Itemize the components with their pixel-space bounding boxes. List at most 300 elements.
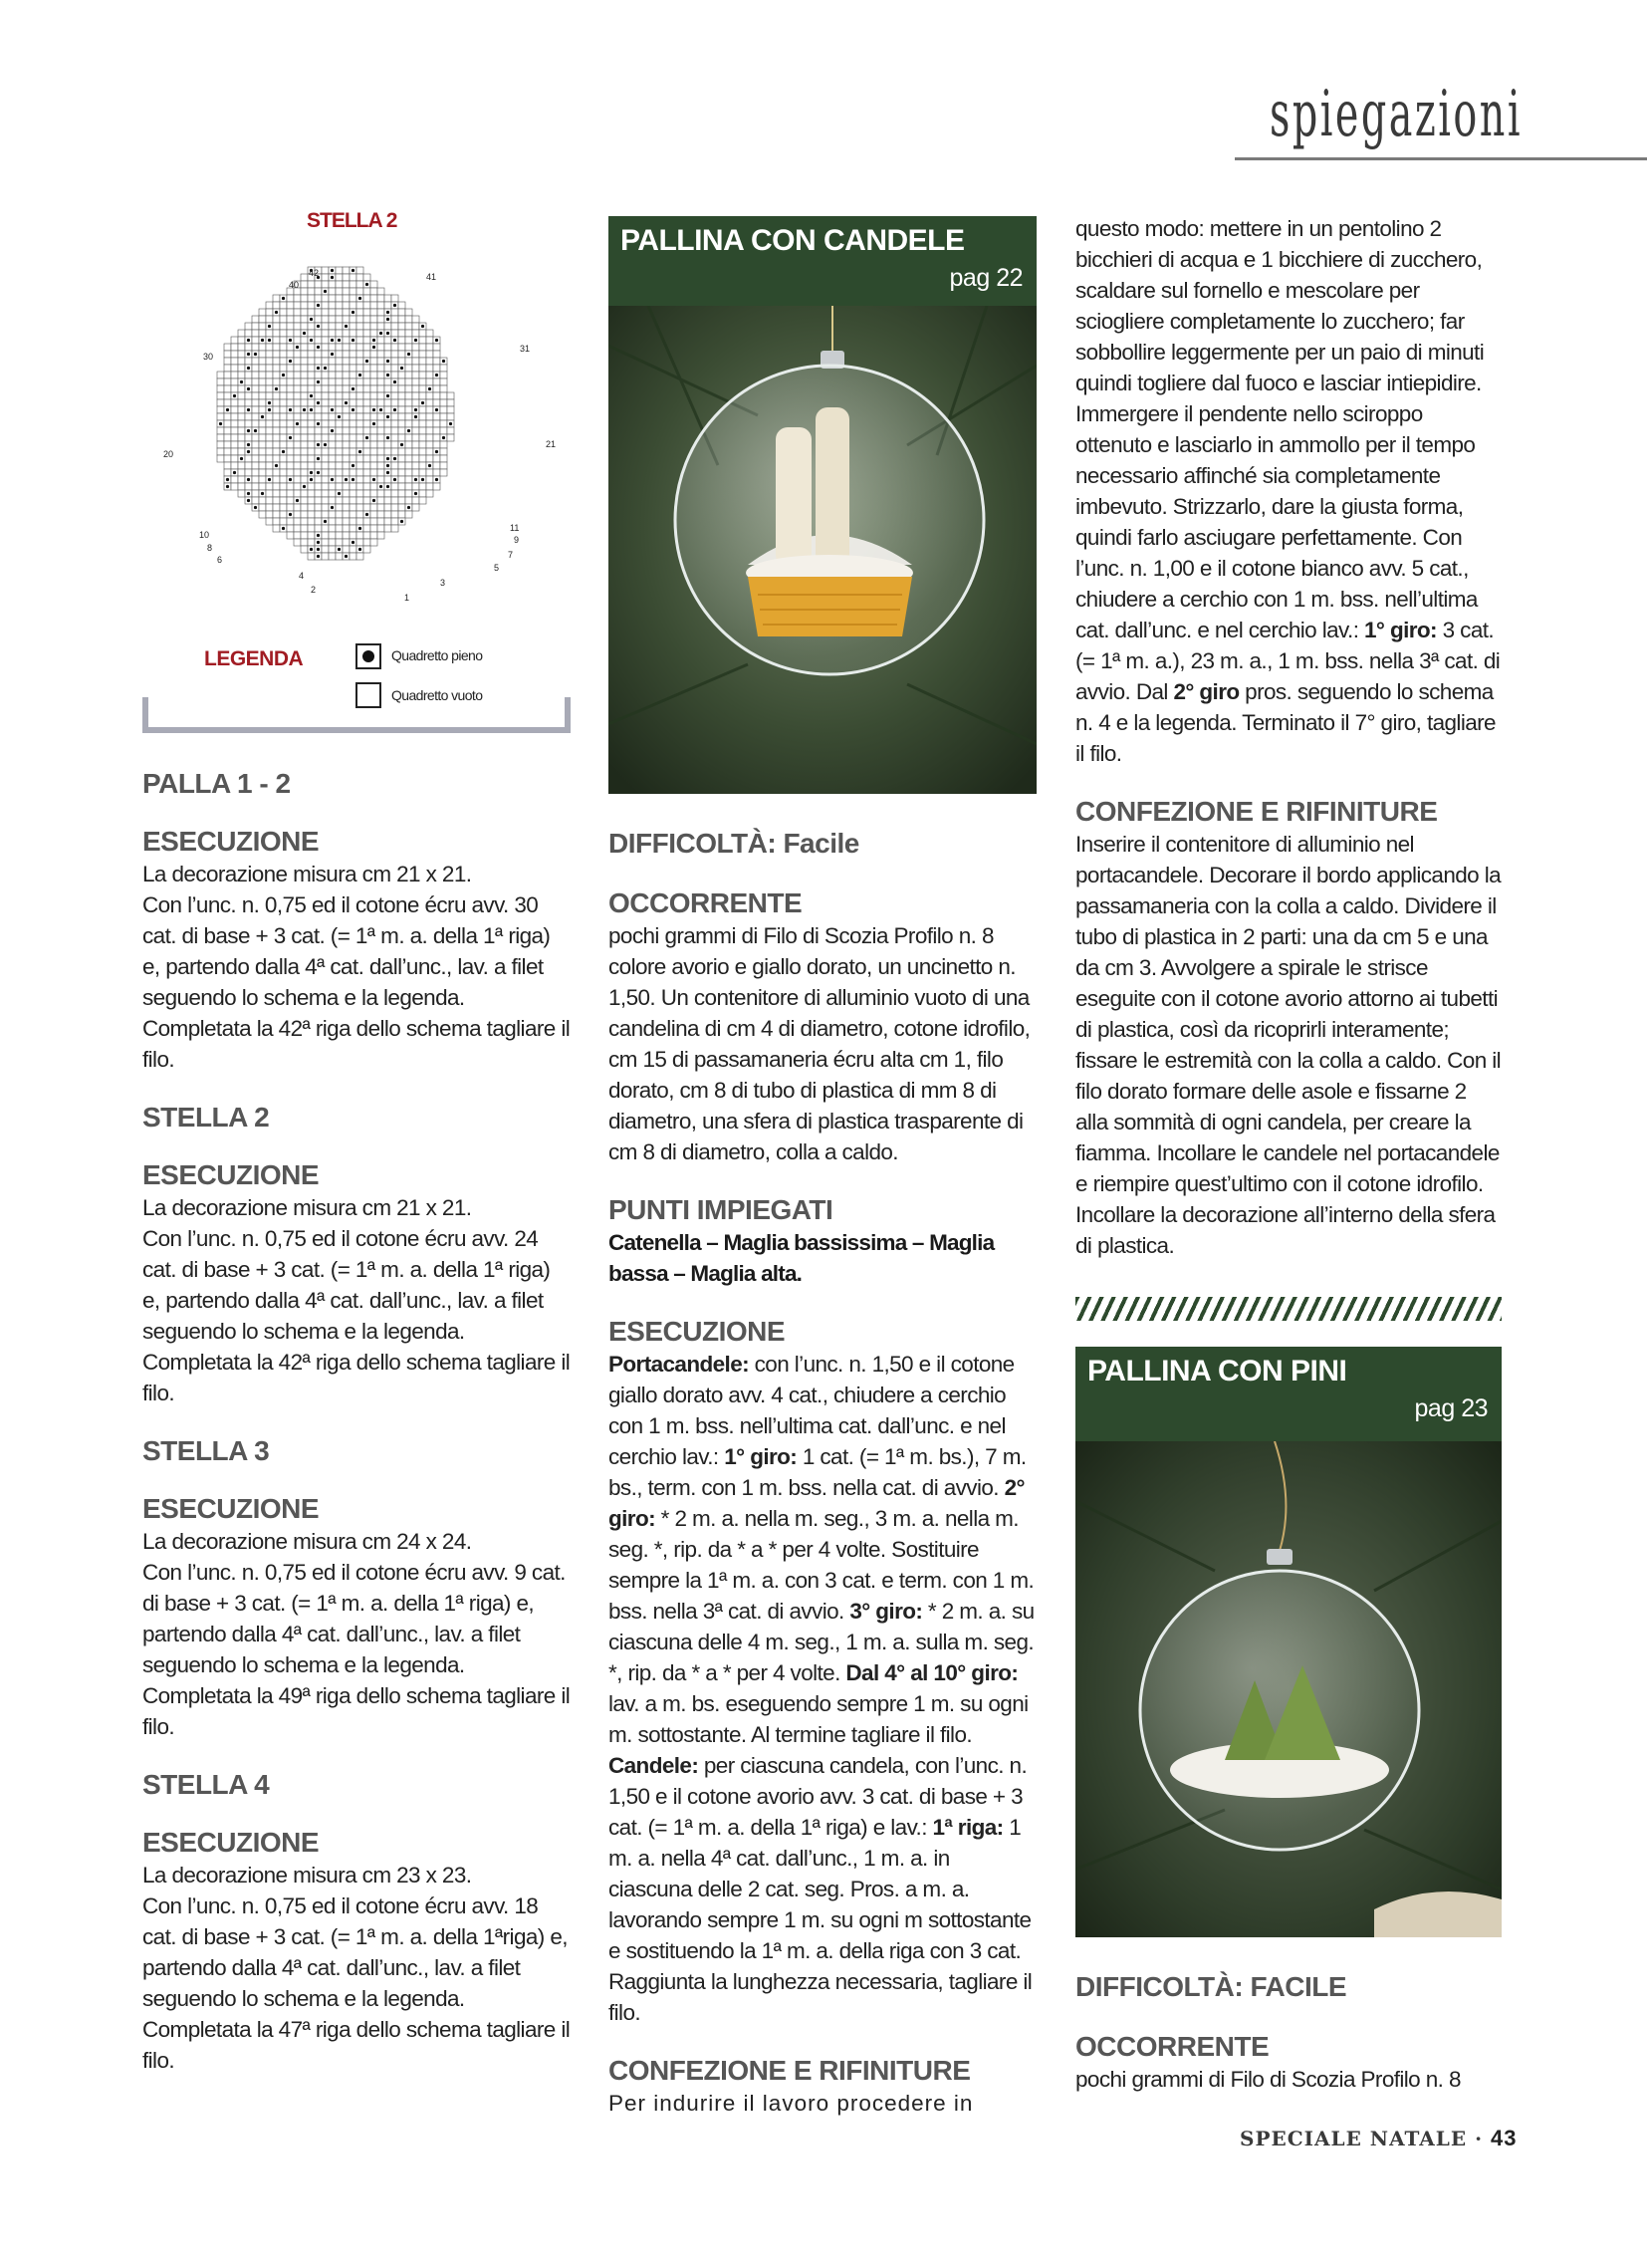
chart-cell	[336, 539, 343, 546]
chart-cell	[294, 385, 301, 392]
chart-dot	[317, 534, 320, 537]
chart-cell	[238, 476, 245, 483]
giro-4-10-label: Dal 4° al 10° giro:	[845, 1660, 1019, 1685]
chart-cell	[412, 504, 419, 511]
chart-cell	[329, 316, 336, 323]
chart-cell	[259, 358, 266, 365]
chart-cell	[370, 525, 377, 532]
chart-cell	[377, 337, 384, 344]
chart-dot	[372, 499, 375, 502]
chart-cell	[433, 427, 440, 434]
chart-cell	[252, 469, 259, 476]
chart-cell	[356, 532, 363, 539]
chart-cell	[419, 351, 426, 358]
chart-cell	[405, 490, 412, 497]
chart-cell	[350, 434, 356, 441]
chart-cell	[245, 372, 252, 378]
chart-cell	[280, 406, 287, 413]
pallina-pini-title: PALLINA CON PINI	[1087, 1355, 1347, 1387]
chart-cell	[363, 372, 370, 378]
chart-dot	[414, 492, 417, 495]
header-rule	[1235, 157, 1647, 160]
chart-cell	[329, 553, 336, 560]
chart-cell	[405, 372, 412, 378]
chart-cell	[315, 497, 322, 504]
chart-cell	[336, 476, 343, 483]
chart-cell	[294, 525, 301, 532]
chart-dot	[247, 367, 250, 370]
chart-cell	[259, 372, 266, 378]
chart-cell	[419, 448, 426, 455]
chart-dot	[386, 374, 389, 377]
chart-cell	[294, 302, 301, 309]
chart-cell	[329, 392, 336, 399]
chart-cell	[447, 434, 454, 441]
chart-cell	[419, 337, 426, 344]
chart-cell	[370, 302, 377, 309]
chart-dot	[247, 408, 250, 411]
chart-cell	[308, 511, 315, 518]
chart-cell	[280, 399, 287, 406]
chart-cell	[287, 518, 294, 525]
chart-cell	[280, 309, 287, 316]
chart-dot	[247, 499, 250, 502]
chart-dot	[254, 506, 257, 509]
chart-cell	[266, 518, 273, 525]
chart-cell	[356, 441, 363, 448]
chart-dot	[331, 408, 334, 411]
chart-cell	[350, 518, 356, 525]
chart-cell	[384, 427, 391, 434]
chart-cell	[343, 497, 350, 504]
chart-cell	[315, 309, 322, 316]
chart-dot	[303, 332, 306, 335]
chart-cell	[301, 295, 308, 302]
chart-cell	[370, 385, 377, 392]
chart-dot	[324, 443, 327, 446]
chart-cell	[273, 302, 280, 309]
continuation-text-2: 3 cat. (= 1ª m. a.), 23 m. a., 1 m. bss. nella 3ª cat. di avvio. Dal	[1075, 618, 1501, 704]
chart-cell	[363, 546, 370, 553]
chart-cell	[259, 378, 266, 385]
chart-cell	[280, 323, 287, 330]
chart-cell	[322, 546, 329, 553]
chart-cell	[329, 288, 336, 295]
chart-cell	[294, 539, 301, 546]
chart-cell	[398, 309, 405, 316]
chart-cell	[294, 392, 301, 399]
chart-cell	[426, 378, 433, 385]
chart-cell	[259, 344, 266, 351]
chart-cell	[266, 378, 273, 385]
portacandele-text-1: con l’unc. n. 1,50 e il cotone giallo dorato avv. 4 cat., chiudere a cerchio con 1 m. bss. nell’ultima cat. dall’unc. e nel cerchio lav.:	[608, 1352, 1015, 1469]
chart-cell	[224, 399, 231, 406]
chart-cell	[398, 351, 405, 358]
chart-cell	[370, 427, 377, 434]
column-right	[1075, 213, 1504, 1261]
chart-cell	[419, 413, 426, 420]
occ-body-candele: pochi grammi di Filo di Scozia Profilo n. 8 colore avorio e giallo dorato, un uncinetto n. 1,50. Un contenitore di alluminio vuoto di una candelina di cm 4 di diametro, cotone idrofilo, cm 15 di passamaneria écru alta cm 1, filo dorato, cm 8 di tubo di plastica di mm 8 di diametro, una sfera di plastica trasparente di cm 8 di diametro, colla a caldo.	[608, 923, 1031, 1164]
chart-cell	[419, 441, 426, 448]
chart-cell	[370, 323, 377, 330]
chart-cell	[308, 462, 315, 469]
chart-cell	[426, 365, 433, 372]
chart-cell	[231, 483, 238, 490]
chart-cell	[391, 316, 398, 323]
chart-dot	[317, 457, 320, 460]
chart-cell	[405, 316, 412, 323]
chart-cell	[350, 378, 356, 385]
chart-cell	[391, 365, 398, 372]
chart-cell	[412, 434, 419, 441]
chart-cell	[363, 309, 370, 316]
chart-dot	[386, 464, 389, 467]
chart-cell	[398, 490, 405, 497]
chart-cell	[273, 448, 280, 455]
chart-cell	[343, 365, 350, 372]
chart-cell	[238, 441, 245, 448]
chart-cell	[398, 420, 405, 427]
candele-text-1: per ciascuna candela, con l’unc. n. 1,50 e il cotone avorio avv. 3 cat. di base + 3 cat. (= 1ª m. a. della 1ª riga) e lav.:	[608, 1753, 1028, 1840]
chart-cell	[294, 462, 301, 469]
chart-cell	[252, 462, 259, 469]
chart-cell	[440, 420, 447, 427]
chart-cell	[224, 351, 231, 358]
chart-cell	[322, 309, 329, 316]
chart-cell	[315, 448, 322, 455]
chart-cell	[363, 448, 370, 455]
conf-body-candele: Per indurire il lavoro procedere in	[608, 2091, 974, 2116]
chart-cell	[350, 511, 356, 518]
chart-cell	[336, 553, 343, 560]
chart-cell	[391, 344, 398, 351]
chart-cell	[245, 358, 252, 365]
chart-cell	[287, 448, 294, 455]
chart-cell	[329, 462, 336, 469]
chart-cell	[308, 399, 315, 406]
chart-dot	[352, 541, 354, 544]
chart-cell	[245, 413, 252, 420]
chart-cell	[308, 455, 315, 462]
chart-cell	[252, 448, 259, 455]
chart-dot	[428, 387, 431, 390]
chart-cell	[287, 532, 294, 539]
chart-cell	[259, 323, 266, 330]
chart-dot	[400, 520, 403, 523]
chart-cell	[433, 378, 440, 385]
chart-cell	[259, 309, 266, 316]
chart-cell	[343, 316, 350, 323]
chart-cell	[336, 406, 343, 413]
chart-cell	[252, 497, 259, 504]
chart-cell	[245, 323, 252, 330]
chart-cell	[322, 455, 329, 462]
chart-cell	[398, 392, 405, 399]
chart-cell	[356, 316, 363, 323]
chart-cell	[440, 469, 447, 476]
chart-row-label: 41	[426, 272, 437, 282]
chart-cell	[259, 497, 266, 504]
chart-cell	[363, 476, 370, 483]
chart-cell	[231, 351, 238, 358]
chart-cell	[329, 497, 336, 504]
chart-dot	[331, 269, 334, 272]
chart-dot	[275, 387, 278, 390]
chart-cell	[405, 434, 412, 441]
chart-cell	[370, 413, 377, 420]
chart-dot	[435, 450, 438, 453]
chart-cell	[224, 358, 231, 365]
chart-cell	[322, 295, 329, 302]
chart-row-label: 2	[311, 585, 317, 595]
chart-cell	[343, 420, 350, 427]
chart-cell	[350, 351, 356, 358]
chart-cell	[377, 288, 384, 295]
chart-cell	[245, 420, 252, 427]
portacandele-body	[608, 1349, 1037, 1750]
chart-title: STELLA 2	[307, 209, 397, 232]
chart-cell	[280, 385, 287, 392]
chart-dot	[247, 429, 250, 432]
chart-cell	[224, 392, 231, 399]
chart-dot	[379, 332, 382, 335]
chart-cell	[287, 344, 294, 351]
chart-cell	[336, 483, 343, 490]
chart-cell	[273, 511, 280, 518]
chart-cell	[252, 337, 259, 344]
chart-cell	[329, 413, 336, 420]
chart-cell	[231, 413, 238, 420]
chart-cell	[384, 337, 391, 344]
chart-cell	[350, 455, 356, 462]
stella3-exec-title: ESECUZIONE	[142, 1493, 320, 1524]
chart-dot	[393, 478, 396, 481]
chart-cell	[266, 365, 273, 372]
chart-cell	[287, 455, 294, 462]
chart-dot	[414, 478, 417, 481]
chart-cell	[419, 427, 426, 434]
chart-cell	[405, 455, 412, 462]
chart-cell	[398, 462, 405, 469]
chart-cell	[266, 392, 273, 399]
portacandele-text-3: * 2 m. a. nella m. seg., 3 m. a. nella m. seg. *, rip. da * a * per 4 volte. Sostituire sempre la 1ª m. a. con 3 cat. e term. con 1 m. bss. nella 3ª cat. di avvio.	[608, 1506, 1035, 1624]
chart-grid	[217, 267, 454, 560]
chart-cell	[419, 455, 426, 462]
chart-cell	[245, 434, 252, 441]
chart-cell	[377, 525, 384, 532]
chart-cell	[329, 469, 336, 476]
chart-cell	[329, 525, 336, 532]
chart-cell	[273, 441, 280, 448]
chart-cell	[301, 337, 308, 344]
chart-cell	[350, 392, 356, 399]
chart-dot	[268, 478, 271, 481]
chart-cell	[426, 434, 433, 441]
chart-cell	[405, 420, 412, 427]
chart-dot	[442, 436, 445, 439]
chart-cell	[350, 420, 356, 427]
chart-cell	[287, 490, 294, 497]
chart-cell	[287, 441, 294, 448]
stella4-exec-title: ESECUZIONE	[142, 1827, 320, 1858]
chart-dot	[317, 555, 320, 558]
chart-dot	[282, 297, 285, 300]
chart-cell	[391, 462, 398, 469]
chart-cell	[329, 302, 336, 309]
chart-cell	[377, 532, 384, 539]
chart-cell	[350, 316, 356, 323]
chart-cell	[391, 490, 398, 497]
chart-cell	[440, 385, 447, 392]
chart-dot	[372, 478, 375, 481]
chart-dot	[240, 457, 243, 460]
chart-cell	[315, 413, 322, 420]
chart-dot	[247, 443, 250, 446]
chart-cell	[294, 441, 301, 448]
chart-cell	[322, 316, 329, 323]
chart-cell	[336, 427, 343, 434]
chart-cell	[266, 302, 273, 309]
chart-cell	[336, 504, 343, 511]
chart-cell	[294, 448, 301, 455]
chart-cell	[433, 344, 440, 351]
chart-cell	[336, 385, 343, 392]
chart-cell	[280, 476, 287, 483]
chart-cell	[377, 378, 384, 385]
chart-dot	[386, 485, 389, 488]
chart-cell	[294, 476, 301, 483]
chart-cell	[217, 385, 224, 392]
chart-cell	[238, 434, 245, 441]
chart-dot	[282, 450, 285, 453]
chart-cell	[322, 385, 329, 392]
chart-cell	[294, 532, 301, 539]
chart-cell	[356, 413, 363, 420]
chart-cell	[405, 483, 412, 490]
chart-cell	[426, 372, 433, 378]
chart-cell	[329, 344, 336, 351]
chart-dot	[261, 415, 264, 418]
chart-cell	[315, 281, 322, 288]
chart-cell	[280, 455, 287, 462]
chart-cell	[391, 385, 398, 392]
chart-cell	[329, 309, 336, 316]
chart-dot	[317, 471, 320, 474]
chart-cell	[266, 316, 273, 323]
chart-cell	[391, 351, 398, 358]
chart-cell	[329, 511, 336, 518]
chart-cell	[245, 399, 252, 406]
chart-cell	[294, 413, 301, 420]
chart-dot	[247, 478, 250, 481]
chart-cell	[419, 358, 426, 365]
chart-cell	[301, 490, 308, 497]
chart-cell	[350, 295, 356, 302]
chart-cell	[322, 525, 329, 532]
chart-cell	[426, 490, 433, 497]
chart-cell	[426, 448, 433, 455]
chart-row-label: 30	[203, 352, 214, 362]
chart-cell	[350, 483, 356, 490]
legend-title: LEGENDA	[204, 647, 304, 670]
chart-dot	[435, 339, 438, 342]
chart-dot	[233, 394, 236, 397]
chart-cell	[343, 490, 350, 497]
chart-cell	[294, 518, 301, 525]
chart-cell	[322, 372, 329, 378]
chart-cell	[238, 365, 245, 372]
chart-cell	[308, 483, 315, 490]
chart-cell	[322, 406, 329, 413]
chart-cell	[308, 323, 315, 330]
chart-cell	[384, 448, 391, 455]
stella2-exec-body: La decorazione misura cm 21 x 21. Con l’unc. n. 0,75 ed il cotone écru avv. 24 cat. di base + 3 cat. (= 1ª m. a. della 1ª riga) e, partendo dalla 4ª cat. dall’unc., lav. a filet seguendo lo schema e la legenda. Completata la 42ª riga dello schema tagliare il filo.	[142, 1195, 571, 1405]
chart-cell	[287, 365, 294, 372]
chart-cell	[287, 302, 294, 309]
chart-cell	[343, 539, 350, 546]
chart-dot	[435, 478, 438, 481]
chart-cell	[419, 385, 426, 392]
chart-cell	[363, 385, 370, 392]
chart-cell	[315, 518, 322, 525]
chart-cell	[377, 413, 384, 420]
chart-cell	[356, 281, 363, 288]
chart-cell	[308, 365, 315, 372]
chart-cell	[238, 448, 245, 455]
chart-cell	[287, 462, 294, 469]
chart-dot	[261, 339, 264, 342]
chart-cell	[405, 378, 412, 385]
chart-cell	[343, 504, 350, 511]
chart-cell	[224, 344, 231, 351]
chart-cell	[252, 392, 259, 399]
chart-cell	[280, 365, 287, 372]
chart-cell	[315, 504, 322, 511]
chart-cell	[405, 323, 412, 330]
chart-cell	[343, 462, 350, 469]
chart-cell	[377, 504, 384, 511]
chart-cell	[412, 483, 419, 490]
chart-cell	[308, 281, 315, 288]
portacandele-text-2: 1 cat. (= 1ª m. bs.), 7 m. bs., term. con 1 m. bss. nella cat. di avvio.	[608, 1444, 1027, 1500]
chart-cell	[259, 420, 266, 427]
chart-cell	[377, 441, 384, 448]
chart-cell	[238, 420, 245, 427]
chart-cell	[301, 420, 308, 427]
chart-cell	[322, 274, 329, 281]
chart-cell	[343, 441, 350, 448]
chart-cell	[336, 288, 343, 295]
chart-dot	[331, 506, 334, 509]
chart-cell	[294, 330, 301, 337]
chart-cell	[231, 385, 238, 392]
chart-cell	[322, 476, 329, 483]
chart-cell	[412, 392, 419, 399]
chart-cell	[273, 413, 280, 420]
chart-cell	[419, 365, 426, 372]
chart-cell	[294, 316, 301, 323]
pallina-candele-header	[608, 216, 1037, 306]
chart-cell	[287, 309, 294, 316]
chart-cell	[363, 483, 370, 490]
chart-cell	[266, 330, 273, 337]
chart-cell	[315, 358, 322, 365]
chart-cell	[363, 539, 370, 546]
chart-cell	[336, 448, 343, 455]
chart-cell	[322, 281, 329, 288]
chart-cell	[329, 483, 336, 490]
chart-cell	[273, 469, 280, 476]
